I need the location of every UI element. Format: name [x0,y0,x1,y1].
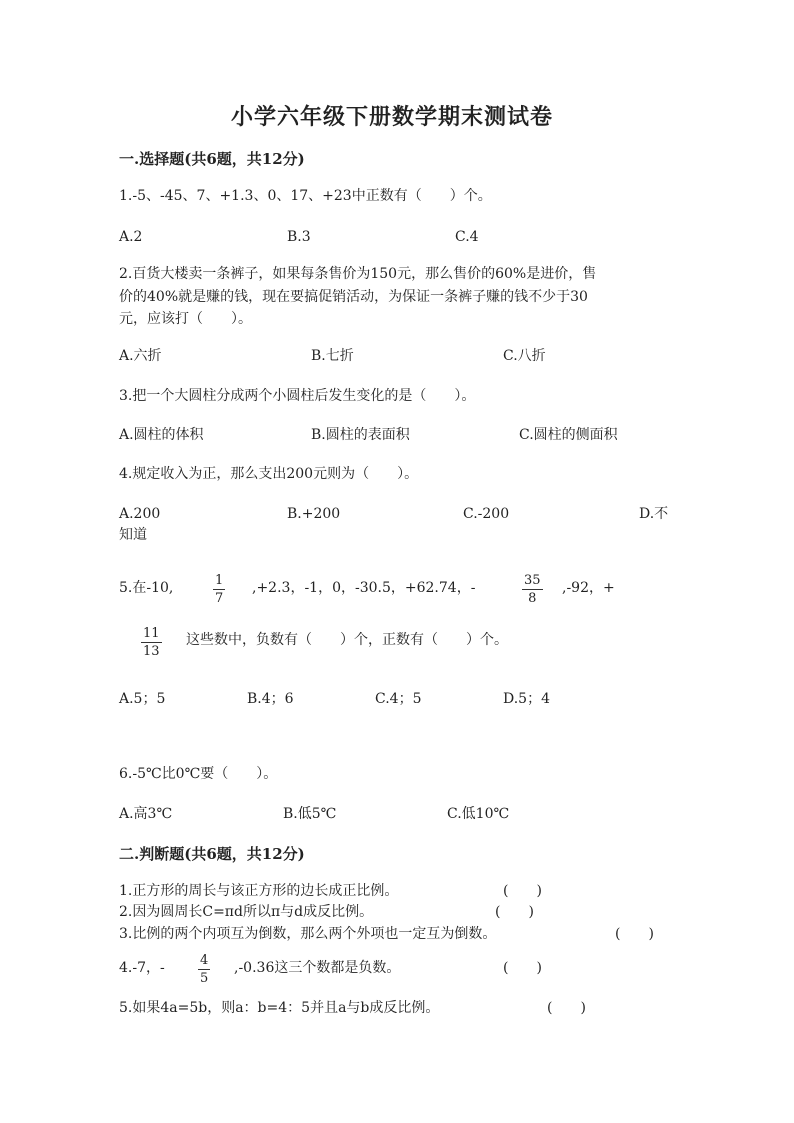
question-3-option-c: C.圆柱的侧面积 [519,427,618,443]
fraction-bar [198,969,210,970]
fraction-11-13 [141,626,162,659]
question-4-option-d-continued: 知道 [119,527,147,543]
question-5-text-1: 5.在-10, [119,580,174,596]
judgement-5-answer-blank: ( ) [547,1000,586,1016]
question-5-text-4: 这些数中，负数有（ ）个，正数有（ ）个。 [186,632,508,648]
question-5-option-a: A.5；5 [119,691,166,707]
question-5-option-c: C.4；5 [375,691,422,707]
question-5-text-2: ,+2.3，-1，0，-30.5，+62.74，- [252,580,476,596]
section-1-heading: 一.选择题(共6题，共12分) [119,150,305,168]
judgement-3-answer-blank: ( ) [615,926,654,942]
section-2-heading: 二.判断题(共6题，共12分) [119,845,305,863]
question-2-option-a: A.六折 [119,348,162,364]
fraction-denominator: 7 [215,591,224,606]
fraction-bar [522,589,543,590]
question-4-option-b: B.+200 [287,506,341,522]
fraction-4-5 [198,953,210,986]
question-2-option-b: B.七折 [311,348,354,364]
question-6-stem: 6.-5℃比0℃要（ ）。 [119,766,278,782]
question-6-option-a: A.高3℃ [119,806,173,822]
question-1-option-a: A.2 [119,229,143,245]
judgement-1-answer-blank: ( ) [503,883,542,899]
judgement-2-text: 2.因为圆周长C=πd所以π与d成反比例。 [119,904,374,920]
question-3-stem: 3.把一个大圆柱分成两个小圆柱后发生变化的是（ ）。 [119,388,476,404]
question-1-option-c: C.4 [455,229,479,245]
judgement-4-answer-blank: ( ) [503,960,542,976]
question-6-option-b: B.低5℃ [283,806,337,822]
question-4-stem: 4.规定收入为正，那么支出200元则为（ ）。 [119,466,419,482]
question-4-option-a: A.200 [119,506,161,522]
judgement-5-text: 5.如果4a=5b，则a：b=4：5并且a与b成反比例。 [119,1000,440,1016]
fraction-denominator: 5 [200,971,209,986]
fraction-numerator: 35 [524,573,541,588]
question-4-option-d: D.不 [639,506,669,522]
question-1-option-b: B.3 [287,229,311,245]
question-3-option-a: A.圆柱的体积 [119,427,204,443]
fraction-numerator: 1 [215,573,224,588]
question-4-option-c: C.-200 [463,506,510,522]
fraction-bar [213,589,225,590]
fraction-denominator: 13 [143,644,160,659]
question-2-line-1: 2.百货大楼卖一条裤子，如果每条售价为150元，那么售价的60%是进价，售 [119,266,597,282]
question-2-line-2: 价的40%就是赚的钱，现在要搞促销活动，为保证一条裤子赚的钱不少于30 [119,289,588,305]
fraction-numerator: 11 [143,626,160,641]
fraction-35-8 [522,573,543,606]
fraction-bar [141,642,162,643]
fraction-denominator: 8 [528,591,537,606]
judgement-1-text: 1.正方形的周长与该正方形的边长成正比例。 [119,883,399,899]
question-3-option-b: B.圆柱的表面积 [311,427,410,443]
question-2-line-3: 元，应该打（ ）。 [119,311,252,327]
judgement-4-text-1: 4.-7，- [119,960,165,976]
judgement-4-text-2: ,-0.36这三个数都是负数。 [234,960,401,976]
fraction-numerator: 4 [200,953,209,968]
question-2-option-c: C.八折 [503,348,546,364]
fraction-1-7 [213,573,225,606]
question-1-stem: 1.-5、-45、7、+1.3、0、17、+23中正数有（ ）个。 [119,188,492,204]
question-5-text-3: ,-92，+ [562,580,615,596]
page-title: 小学六年级下册数学期末测试卷 [231,104,554,130]
question-5-option-b: B.4；6 [247,691,294,707]
question-5-option-d: D.5；4 [503,691,550,707]
judgement-3-text: 3.比例的两个内项互为倒数，那么两个外项也一定互为倒数。 [119,926,497,942]
question-6-option-c: C.低10℃ [447,806,510,822]
judgement-2-answer-blank: ( ) [495,904,534,920]
